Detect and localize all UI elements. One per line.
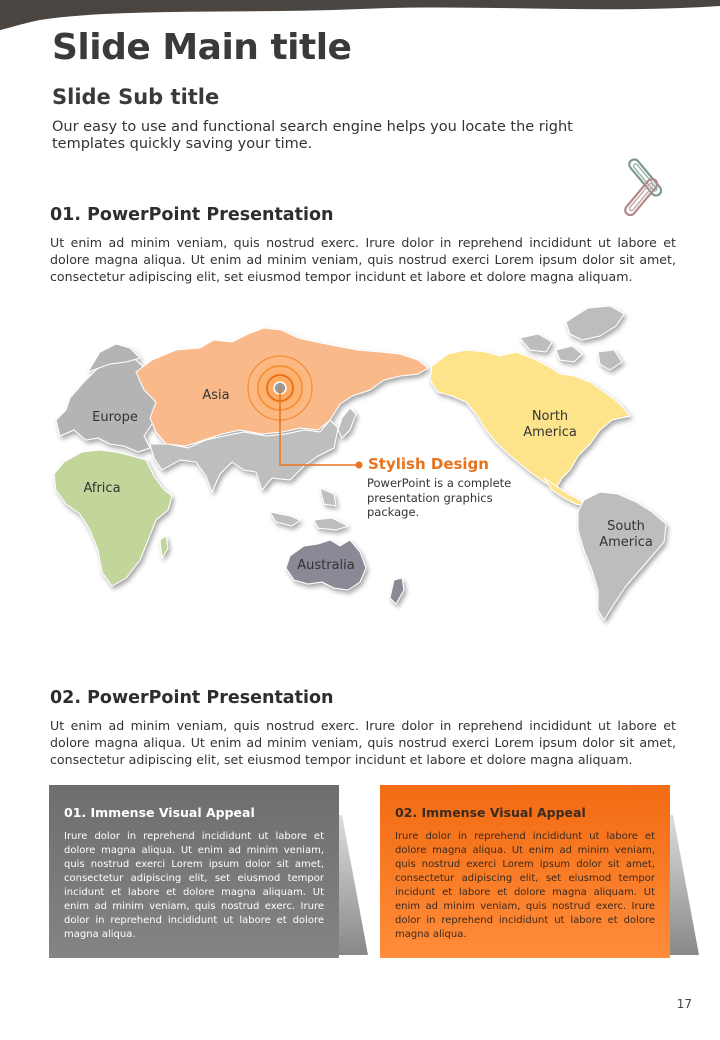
top-decorative-band [0, 0, 720, 30]
indonesia-shape [270, 488, 348, 530]
card-1-shadow [338, 815, 368, 955]
africa-shape [54, 450, 172, 586]
section-1-title: 01. PowerPoint Presentation [50, 205, 334, 225]
new-zealand-shape [390, 578, 404, 604]
madagascar-shape [160, 536, 168, 558]
page-number: 17 [676, 997, 692, 1011]
card-1 [49, 785, 339, 958]
card-2-body: Irure dolor in reprehend incididunt ut labore et dolore magna aliqua. Ut enim ad minim veniam, quis nostrud exerci Lorem ipsum dolor sit amet, consectetur adipiscing elit, set eiusmod tempor incidunt et labore et dolore magna aliquam. Ut enim ad minim veniam, quis nostrud exerc. Irure dolor in reprehend incididunt ut labore et dolore magna aliqua. [395, 831, 655, 940]
card-2-shadow [669, 815, 699, 955]
world-map [48, 300, 680, 630]
label-north-america-1: North [531, 409, 569, 424]
greenland-shape [566, 306, 624, 340]
label-africa: Africa [83, 481, 121, 496]
section-1-body: Ut enim ad minim veniam, quis nostrud exerc. Irure dolor in reprehend incididunt ut labore et dolore magna aliqua. Ut enim ad minim veniam, quis nostrud exerci Lorem ipsum dolor sit amet, consectetur adipiscing elit, set eiusmod tempor incidunt et labore et dolore magna aliquam. [50, 235, 676, 284]
south-america-shape [578, 492, 666, 620]
card-2-title: 02. Immense Visual Appeal [395, 805, 586, 820]
card-2 [380, 785, 670, 958]
callout-dot-icon [356, 462, 363, 469]
page-title: Slide Main title [52, 27, 352, 68]
label-south-america-2: America [599, 535, 653, 550]
callout-title: Stylish Design [368, 455, 489, 473]
page-subtitle: Slide Sub title [52, 85, 220, 109]
section-2-title: 02. PowerPoint Presentation [50, 688, 334, 708]
label-north-america-2: America [523, 425, 577, 440]
label-australia: Australia [297, 558, 355, 573]
card-1-body: Irure dolor in reprehend incididunt ut labore et dolore magna aliqua. Ut enim ad minim veniam, quis nostrud exerci Lorem ipsum dolor sit amet, consectetur adipiscing elit, set eiusmod tempor incidunt et labore et dolore magna aliquam. Ut enim ad minim veniam, quis nostrud exerc. Irure dolor in reprehend incididunt ut labore et dolore magna aliqua. [64, 831, 324, 940]
label-asia: Asia [202, 388, 230, 403]
label-south-america-1: South [607, 519, 645, 534]
central-america-shape [544, 478, 586, 506]
callout-body: PowerPoint is a complete presentation graphics package. [367, 476, 512, 519]
intro-text: Our easy to use and functional search engine helps you locate the right templates quickly saving your time. [52, 119, 573, 152]
japan-shape [338, 408, 356, 438]
paper-clips-icon [618, 145, 693, 225]
label-europe: Europe [92, 410, 138, 425]
section-2-body: Ut enim ad minim veniam, quis nostrud exerc. Irure dolor in reprehend incididunt ut labore et dolore magna aliqua. Ut enim ad minim veniam, quis nostrud exerci Lorem ipsum dolor sit amet, consectetur adipiscing elit, set eiusmod tempor incidunt et labore et dolore magna aliquam. [50, 718, 676, 767]
card-1-title: 01. Immense Visual Appeal [64, 805, 255, 820]
